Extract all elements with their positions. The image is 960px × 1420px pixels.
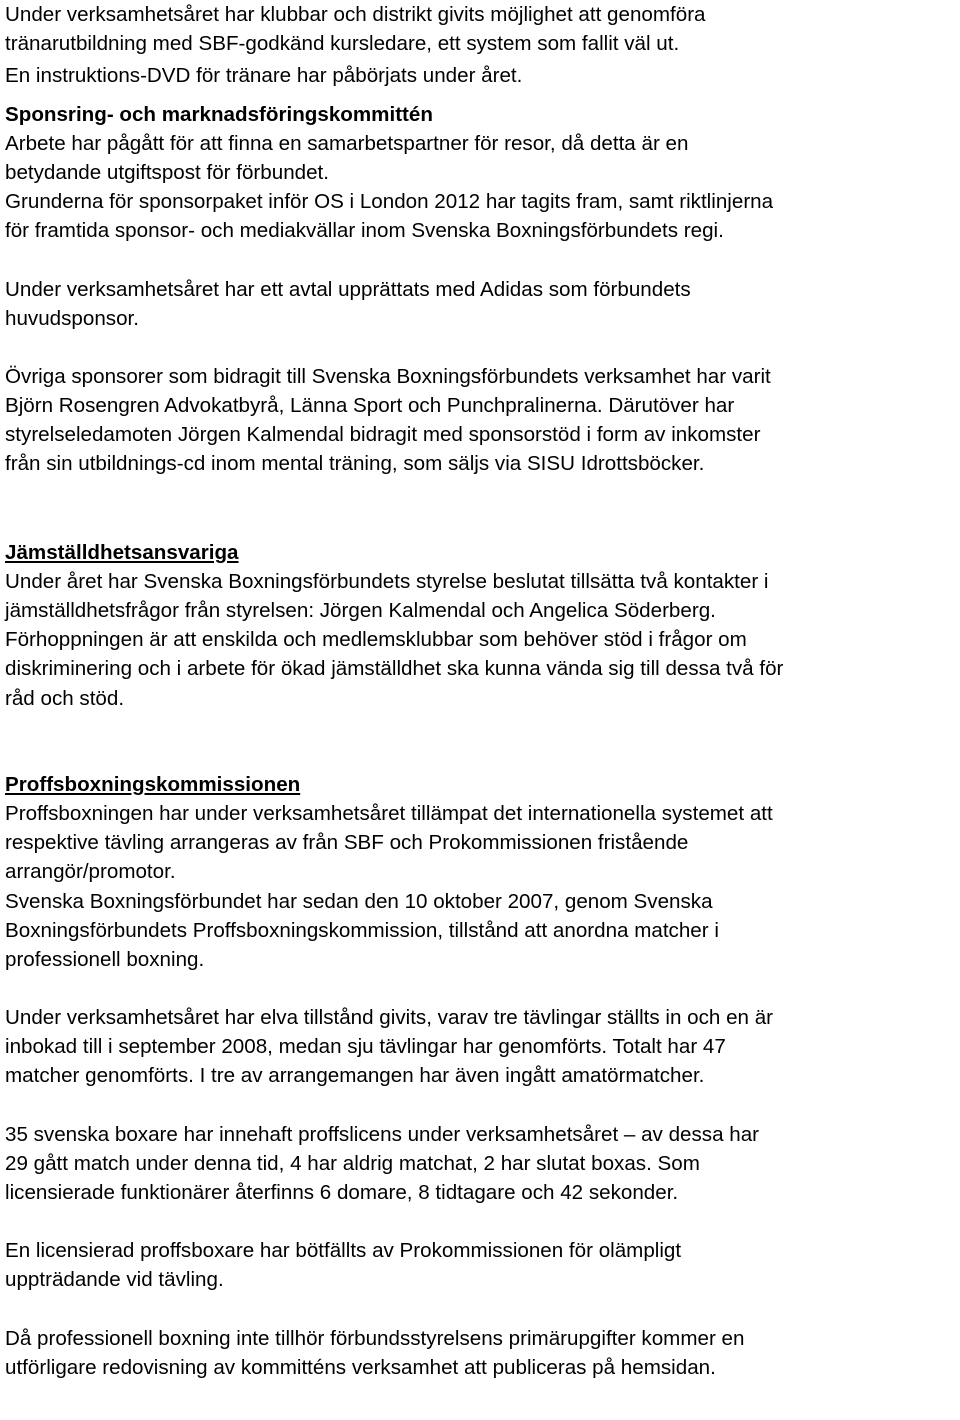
text-line: råd och stöd. <box>5 686 125 710</box>
closing-paragraph <box>5 1324 958 1382</box>
pro-heading: Proffsboxningskommissionen <box>5 772 301 796</box>
text-line: utförligare redovisning av kommitténs verksamhet att publiceras på hemsidan. <box>5 1355 716 1379</box>
text-line: Grunderna för sponsorpaket inför OS i London 2012 har tagits fram, samt riktlinjerna <box>5 190 774 214</box>
paragraph-gap <box>5 1091 958 1120</box>
text-line: Boxningsförbundets Proffsboxningskommission, tillstånd att anordna matcher i <box>5 918 719 942</box>
paragraph-gap <box>5 91 958 100</box>
text-line: uppträdande vid tävling. <box>5 1268 224 1292</box>
text-line: Under verksamhetsåret har elva tillstånd givits, varav tre tävlingar ställts in och en är <box>5 1006 774 1030</box>
text-line: Björn Rosengren Advokatbyrå, Länna Sport och Punchpralinerna. Därutöver har <box>5 394 735 418</box>
sponsor-section <box>5 100 958 246</box>
text-line: 35 svenska boxare har innehaft proffslicens under verksamhetsåret – av dessa har <box>5 1122 760 1146</box>
text-line: inbokad till i september 2008, medan sju tävlingar har genomförts. Totalt har 47 <box>5 1035 726 1059</box>
adidas-paragraph <box>5 275 958 333</box>
licenses-paragraph <box>5 1003 958 1091</box>
text-line: Arbete har pågått för att finna en samarbetspartner för resor, då detta är en <box>5 131 689 155</box>
text-line: från sin utbildnings-cd inom mental träning, som säljs via SISU Idrottsböcker. <box>5 452 705 476</box>
text-line: En instruktions-DVD för tränare har påbörjats under året. <box>5 64 523 88</box>
equality-section <box>5 538 958 713</box>
text-line: diskriminering och i arbete för ökad jämställdhet ska kunna vända sig till dessa två för <box>5 657 784 681</box>
equality-heading: Jämställdhetsansvariga <box>5 540 239 564</box>
text-line: styrelseledamoten Jörgen Kalmendal bidragit med sponsorstöd i form av inkomster <box>5 423 761 447</box>
text-line: Övriga sponsorer som bidragit till Svenska Boxningsförbundets verksamhet har varit <box>5 364 771 388</box>
intro-paragraph <box>5 0 958 58</box>
paragraph-gap <box>5 974 958 1003</box>
text-line: professionell boxning. <box>5 947 205 971</box>
section-gap <box>5 713 958 770</box>
text-line: Svenska Boxningsförbundet har sedan den 10 oktober 2007, genom Svenska <box>5 889 713 913</box>
text-line: licensierade funktionärer återfinns 6 domare, 8 tidtagare och 42 sekonder. <box>5 1181 679 1204</box>
text-line: Under året har Svenska Boxningsförbundets styrelse beslutat tillsätta två kontakter i <box>5 569 769 593</box>
text-line: Under verksamhetsåret har ett avtal upprättats med Adidas som förbundets <box>5 277 691 301</box>
paragraph-gap <box>5 1295 958 1324</box>
text-line: jämställdhetsfrågor från styrelsen: Jörgen Kalmendal och Angelica Söderberg. <box>5 599 716 622</box>
text-line: Under verksamhetsåret har klubbar och distrikt givits möjlighet att genomföra <box>5 3 706 26</box>
text-line: matcher genomförts. I tre av arrangemangen har även ingått amatörmatcher. <box>5 1064 705 1088</box>
text-line: respektive tävling arrangeras av från SBF och Prokommissionen fristående <box>5 831 689 855</box>
text-line: tränarutbildning med SBF-godkänd kursledare, ett system som fallit väl ut. <box>5 32 680 56</box>
other-sponsors-paragraph <box>5 362 958 479</box>
sponsor-heading: Sponsring- och marknadsföringskommittén <box>5 102 433 126</box>
text-line: för framtida sponsor- och mediakvällar inom Svenska Boxningsförbundets regi. <box>5 219 724 243</box>
text-line: Förhoppningen är att enskilda och medlemsklubbar som behöver stöd i frågor om <box>5 628 747 652</box>
section-gap <box>5 479 958 538</box>
document-page <box>5 0 958 1382</box>
dvd-paragraph <box>5 61 958 90</box>
text-line: Proffsboxningen har under verksamhetsåret tillämpat det internationella systemet att <box>5 801 773 825</box>
pro-section <box>5 770 958 974</box>
text-line: En licensierad proffsboxare har bötfällts av Prokommissionen för olämpligt <box>5 1239 682 1263</box>
text-line: Då professionell boxning inte tillhör förbundsstyrelsens primärupgifter kommer en <box>5 1326 745 1350</box>
text-line: betydande utgiftspost för förbundet. <box>5 160 329 184</box>
boxers-paragraph <box>5 1120 958 1208</box>
text-line: 29 gått match under denna tid, 4 har aldrig matchat, 2 har slutat boxas. Som <box>5 1151 700 1175</box>
paragraph-gap <box>5 333 958 362</box>
fine-paragraph <box>5 1236 958 1294</box>
paragraph-gap <box>5 246 958 275</box>
paragraph-gap <box>5 1207 958 1236</box>
text-line: huvudsponsor. <box>5 306 139 330</box>
text-line: arrangör/promotor. <box>5 860 176 884</box>
